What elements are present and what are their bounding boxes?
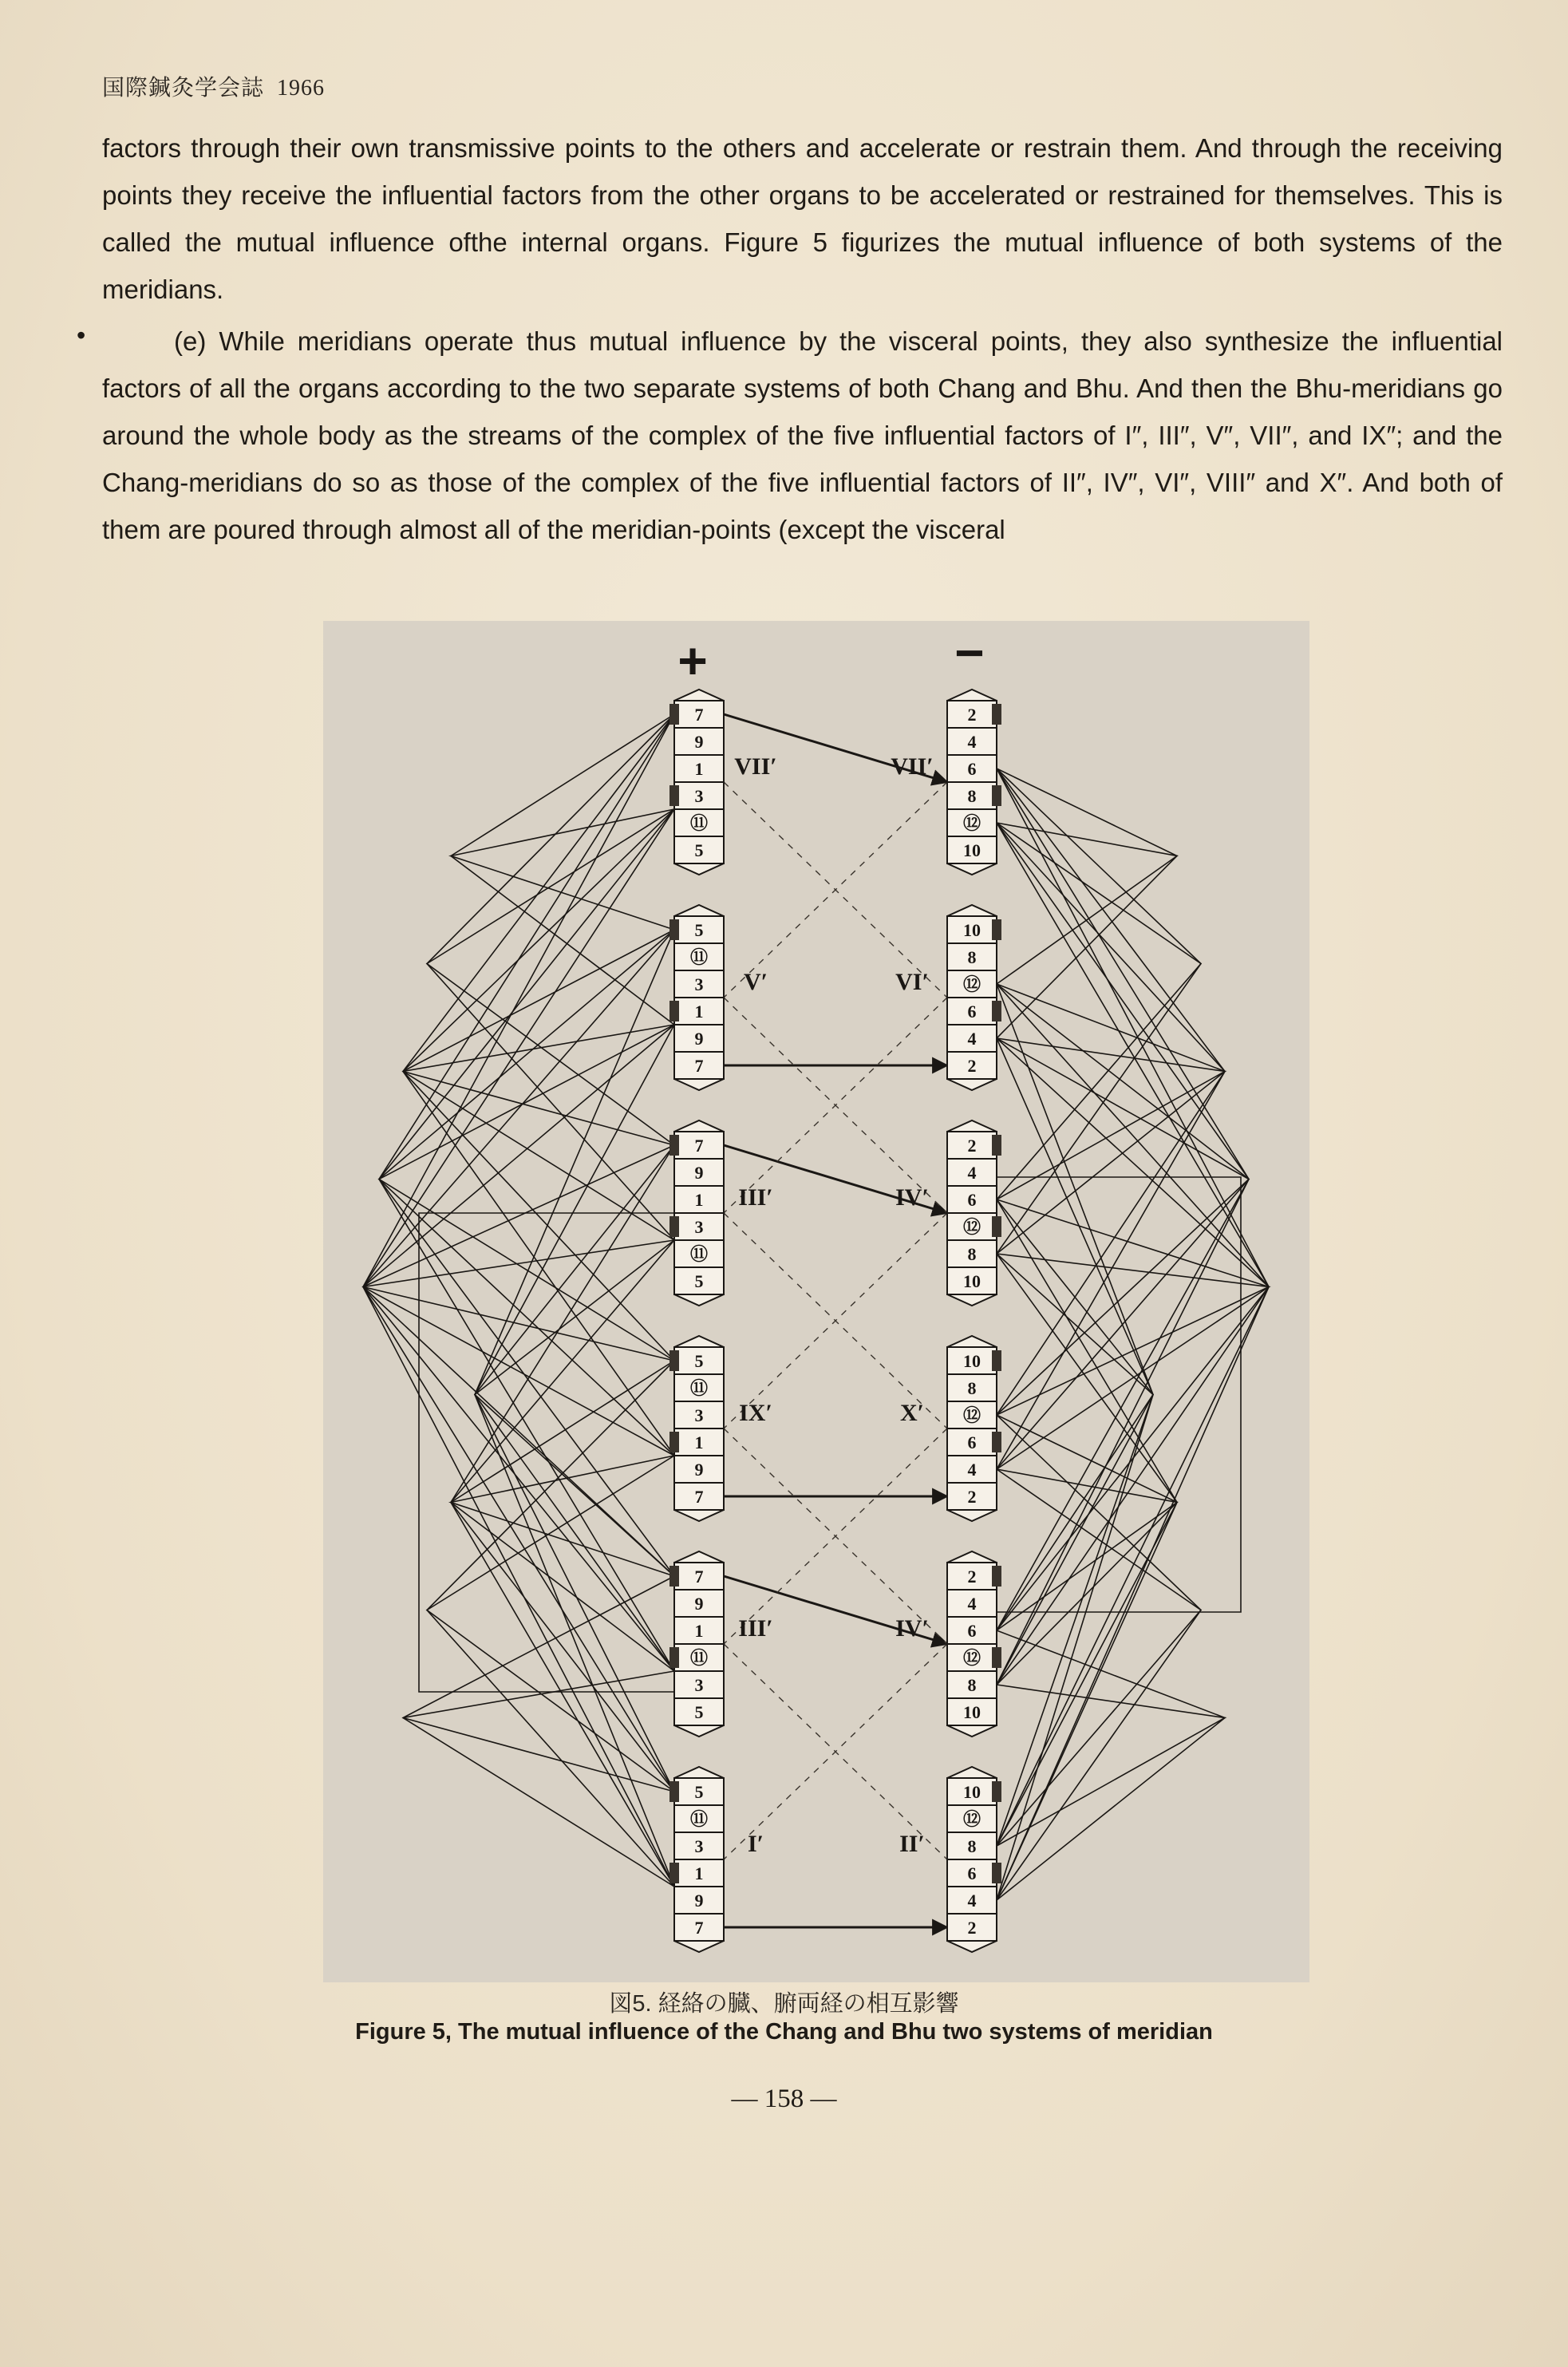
meridian-arrow-top xyxy=(947,905,997,916)
bracket-line xyxy=(997,1177,1241,1612)
visceral-point-mark xyxy=(669,704,679,725)
meridian-cell-label: 8 xyxy=(967,1378,977,1398)
meridian-arrow-bottom xyxy=(947,1725,997,1737)
meridian-cell-label: 2 xyxy=(967,1136,977,1156)
meridian-cell-label: 9 xyxy=(694,1594,704,1614)
dashed-relation-line xyxy=(724,1644,947,1859)
meridian-arrow-bottom xyxy=(947,1941,997,1952)
influence-line xyxy=(997,1254,1269,1415)
visceral-point-mark xyxy=(669,1647,679,1668)
influence-line xyxy=(363,714,674,1887)
meridian-cell-label: 4 xyxy=(967,1163,977,1183)
influence-line xyxy=(363,930,674,1671)
meridian-roman-label: V′ xyxy=(743,969,768,995)
meridian-cell-label: 2 xyxy=(967,1918,977,1938)
meridian-cell-label: 1 xyxy=(694,759,704,779)
meridian-arrow-bottom xyxy=(947,863,997,875)
left-meridian-group xyxy=(669,1767,764,1952)
influence-line xyxy=(451,714,674,1025)
body-paragraph-1: factors through their own transmissive points to the others and accelerate or restrain them. And through the receiving points they receive the influential factors from the other organs to be accelerated or restrained for themselves. This is called the mutual influence ofthe internal organs. Figure 5 figurizes the mutual influence of both systems of the meridians. xyxy=(102,133,1503,304)
running-header xyxy=(102,70,325,102)
visceral-point-mark xyxy=(992,1566,1001,1587)
right-meridian-group xyxy=(900,1336,1001,1521)
meridian-cell-label: 8 xyxy=(967,947,977,967)
visceral-point-mark xyxy=(992,1216,1001,1237)
visceral-point-mark xyxy=(669,1350,679,1371)
visceral-point-mark xyxy=(669,1863,679,1883)
left-meridian-group xyxy=(669,1551,773,1737)
meridian-cell-label: ⑫ xyxy=(962,1217,981,1237)
meridian-cell-label: 9 xyxy=(694,1460,704,1480)
meridian-cell-label: ⑫ xyxy=(962,1648,981,1668)
meridian-arrow-top xyxy=(674,690,724,701)
meridian-cell-label: 6 xyxy=(967,759,977,779)
page-number: — 158 — xyxy=(731,2084,837,2113)
meridian-cell-label: ⑪ xyxy=(689,947,709,967)
meridian-cell-label: 3 xyxy=(694,974,704,994)
meridian-cell-label: ⑫ xyxy=(962,974,981,994)
meridian-arrow-top xyxy=(674,1767,724,1778)
meridian-roman-label: I′ xyxy=(747,1831,764,1857)
visceral-point-mark xyxy=(669,1566,679,1587)
meridian-cell-label: 5 xyxy=(694,840,704,860)
influence-line xyxy=(475,1240,674,1576)
meridian-cell-label: 4 xyxy=(967,1029,977,1049)
visceral-point-mark xyxy=(669,1216,679,1237)
meridian-cell-label: 6 xyxy=(967,1190,977,1210)
visceral-point-mark xyxy=(669,1001,679,1021)
visceral-point-mark xyxy=(992,704,1001,725)
meridian-diagram xyxy=(323,621,1309,1982)
minus-sign: − xyxy=(954,624,985,682)
influence-line xyxy=(379,809,674,1576)
meridian-cell-label: 10 xyxy=(963,1271,981,1291)
meridian-cell-label: 7 xyxy=(694,1056,704,1076)
visceral-point-mark xyxy=(992,785,1001,806)
meridian-cell-label: 10 xyxy=(963,920,981,940)
meridian-cell-label: 2 xyxy=(967,705,977,725)
meridian-cell-label: 1 xyxy=(694,1190,704,1210)
meridian-roman-label: IV′ xyxy=(895,1615,929,1642)
meridian-cell-label: 7 xyxy=(694,1487,704,1507)
meridian-arrow-bottom xyxy=(947,1510,997,1521)
meridian-cell-label: 7 xyxy=(694,705,704,725)
influence-line xyxy=(997,823,1269,1846)
figure-5 xyxy=(323,621,1309,1982)
meridian-cell-label: 7 xyxy=(694,1567,704,1587)
influence-line xyxy=(997,769,1177,1038)
influence-line xyxy=(363,1145,674,1456)
visceral-point-mark xyxy=(992,1001,1001,1021)
meridian-arrow-bottom xyxy=(674,1510,724,1521)
meridian-cell-label: 5 xyxy=(694,1702,704,1722)
meridian-cell-label: 4 xyxy=(967,732,977,752)
meridian-cell-label: ⑪ xyxy=(689,1648,709,1668)
meridian-cell-label: 10 xyxy=(963,1782,981,1802)
meridian-cell-label: 1 xyxy=(694,1002,704,1021)
meridian-cell-label: 8 xyxy=(967,1675,977,1695)
dashed-relation-line xyxy=(724,782,947,998)
meridian-cell-label: 9 xyxy=(694,1891,704,1911)
influence-line xyxy=(997,769,1269,1900)
paragraph-bullet: • xyxy=(77,321,86,350)
figure-caption-japanese: 図5. 経絡の臓、腑両経の相互影響 xyxy=(609,1991,959,2017)
meridian-arrow-bottom xyxy=(947,1294,997,1306)
meridian-cell-label: 7 xyxy=(694,1918,704,1938)
meridian-arrow-top xyxy=(947,1767,997,1778)
meridian-cell-label: 4 xyxy=(967,1460,977,1480)
meridian-roman-label: IV′ xyxy=(895,1184,929,1211)
meridian-roman-label: IX′ xyxy=(739,1400,772,1426)
meridian-arrow-bottom xyxy=(674,1079,724,1090)
visceral-point-mark xyxy=(992,919,1001,940)
meridian-cell-label: 5 xyxy=(694,1351,704,1371)
meridian-cell-label: ⑪ xyxy=(689,1244,709,1264)
meridian-cell-label: 6 xyxy=(967,1621,977,1641)
meridian-arrow-top xyxy=(947,1120,997,1132)
meridian-cell-label: 1 xyxy=(694,1432,704,1452)
influence-line xyxy=(363,809,674,1792)
meridian-cell-label: 9 xyxy=(694,1029,704,1049)
influence-line xyxy=(997,1469,1201,1846)
right-meridian-group xyxy=(895,1120,1001,1306)
meridian-arrow-top xyxy=(674,1336,724,1347)
dashed-relation-line xyxy=(724,998,947,1213)
visceral-point-mark xyxy=(669,1432,679,1452)
left-meridian-group xyxy=(669,690,777,875)
meridian-cell-label: 10 xyxy=(963,1351,981,1371)
left-meridian-group xyxy=(669,1336,772,1521)
meridian-arrow-bottom xyxy=(674,1725,724,1737)
meridian-cell-label: 3 xyxy=(694,786,704,806)
influence-line xyxy=(997,823,1249,1630)
meridian-arrow-top xyxy=(947,1551,997,1563)
influence-line xyxy=(363,1240,674,1361)
meridian-cell-label: 3 xyxy=(694,1836,704,1856)
meridian-arrow-bottom xyxy=(674,1941,724,1952)
meridian-cell-label: 7 xyxy=(694,1136,704,1156)
meridian-roman-label: VI′ xyxy=(895,969,929,995)
meridian-arrow-top xyxy=(674,905,724,916)
meridian-cell-label: 1 xyxy=(694,1621,704,1641)
visceral-point-mark xyxy=(669,1781,679,1802)
meridian-cell-label: 4 xyxy=(967,1594,977,1614)
influence-line xyxy=(403,1671,674,1792)
journal-title: 国際鍼灸学会誌 xyxy=(102,76,265,101)
meridian-arrow-top xyxy=(947,690,997,701)
meridian-cell-label: 1 xyxy=(694,1863,704,1883)
meridian-cell-label: 2 xyxy=(967,1567,977,1587)
meridian-cell-label: 5 xyxy=(694,1782,704,1802)
influence-line xyxy=(997,823,1225,1415)
plus-sign: + xyxy=(677,632,708,690)
meridian-arrow-bottom xyxy=(674,863,724,875)
meridian-arrow-top xyxy=(947,1336,997,1347)
meridian-cell-label: 5 xyxy=(694,920,704,940)
influence-line xyxy=(997,1038,1225,1199)
influence-line xyxy=(997,984,1225,1254)
meridian-roman-label: VII′ xyxy=(734,753,777,780)
meridian-cell-label: 6 xyxy=(967,1002,977,1021)
dashed-relation-line xyxy=(724,1428,947,1644)
visceral-point-mark xyxy=(992,1781,1001,1802)
influence-line xyxy=(997,823,1177,984)
visceral-point-mark xyxy=(669,785,679,806)
meridian-cell-label: 10 xyxy=(963,840,981,860)
meridian-cell-label: ⑪ xyxy=(689,1378,709,1398)
figure-caption-english: Figure 5, The mutual influence of the Chang and Bhu two systems of meridian xyxy=(355,2019,1213,2045)
meridian-cell-label: 3 xyxy=(694,1675,704,1695)
meridian-arrow-top xyxy=(674,1551,724,1563)
meridian-cell-label: ⑫ xyxy=(962,813,981,833)
meridian-cell-label: 6 xyxy=(967,1863,977,1883)
visceral-point-mark xyxy=(992,1432,1001,1452)
meridian-roman-label: VII′ xyxy=(891,753,934,780)
meridian-cell-label: 9 xyxy=(694,1163,704,1183)
influence-line xyxy=(997,1038,1269,1630)
meridian-cell-label: 6 xyxy=(967,1432,977,1452)
influence-line xyxy=(997,1630,1225,1900)
influence-line xyxy=(997,769,1249,1685)
meridian-cell-label: 3 xyxy=(694,1405,704,1425)
meridian-roman-label: III′ xyxy=(738,1615,773,1642)
meridian-roman-label: II′ xyxy=(899,1831,925,1857)
meridian-roman-label: X′ xyxy=(899,1400,925,1426)
visceral-point-mark xyxy=(992,1135,1001,1156)
meridian-cell-label: 3 xyxy=(694,1217,704,1237)
meridian-cell-label: 8 xyxy=(967,1244,977,1264)
meridian-cell-label: 8 xyxy=(967,786,977,806)
meridian-cell-label: 2 xyxy=(967,1056,977,1076)
meridian-cell-label: 9 xyxy=(694,732,704,752)
right-meridian-group xyxy=(895,905,1001,1090)
meridian-cell-label: 2 xyxy=(967,1487,977,1507)
meridian-cell-label: 4 xyxy=(967,1891,977,1911)
body-paragraph-2: (e) While meridians operate thus mutual influence by the visceral points, they also synthesize the influential factors of all the organs according to the two separate systems of both Chang and Bhu. And then the Bhu-meridians go around the whole body as the streams of the complex of the five influential factors of I″, III″, V″, VII″, and IX″; and the Chang-meridians do so as those of the complex of the five influential factors of II″, IV″, VI″, VIII″ and X″. And both of them are poured through almost all of the meridian-points (except the visceral xyxy=(102,326,1503,544)
meridian-cell-label: 10 xyxy=(963,1702,981,1722)
visceral-point-mark xyxy=(669,1135,679,1156)
meridian-cell-label: ⑪ xyxy=(689,813,709,833)
visceral-point-mark xyxy=(992,1863,1001,1883)
meridian-cell-label: ⑫ xyxy=(962,1405,981,1425)
meridian-arrow-bottom xyxy=(947,1079,997,1090)
visceral-point-mark xyxy=(992,1647,1001,1668)
right-meridian-group xyxy=(895,1551,1001,1737)
journal-year: 1966 xyxy=(277,76,326,101)
right-meridian-group xyxy=(899,1767,1001,1952)
meridian-arrow-top xyxy=(674,1120,724,1132)
visceral-point-mark xyxy=(669,919,679,940)
visceral-point-mark xyxy=(992,1350,1001,1371)
meridian-cell-label: 5 xyxy=(694,1271,704,1291)
left-meridian-group xyxy=(669,905,768,1090)
left-meridian-group xyxy=(669,1120,773,1306)
meridian-roman-label: III′ xyxy=(738,1184,773,1211)
dashed-relation-line xyxy=(724,1213,947,1428)
meridian-arrow-bottom xyxy=(674,1294,724,1306)
meridian-cell-label: ⑫ xyxy=(962,1809,981,1829)
meridian-cell-label: 8 xyxy=(967,1836,977,1856)
meridian-cell-label: ⑪ xyxy=(689,1809,709,1829)
